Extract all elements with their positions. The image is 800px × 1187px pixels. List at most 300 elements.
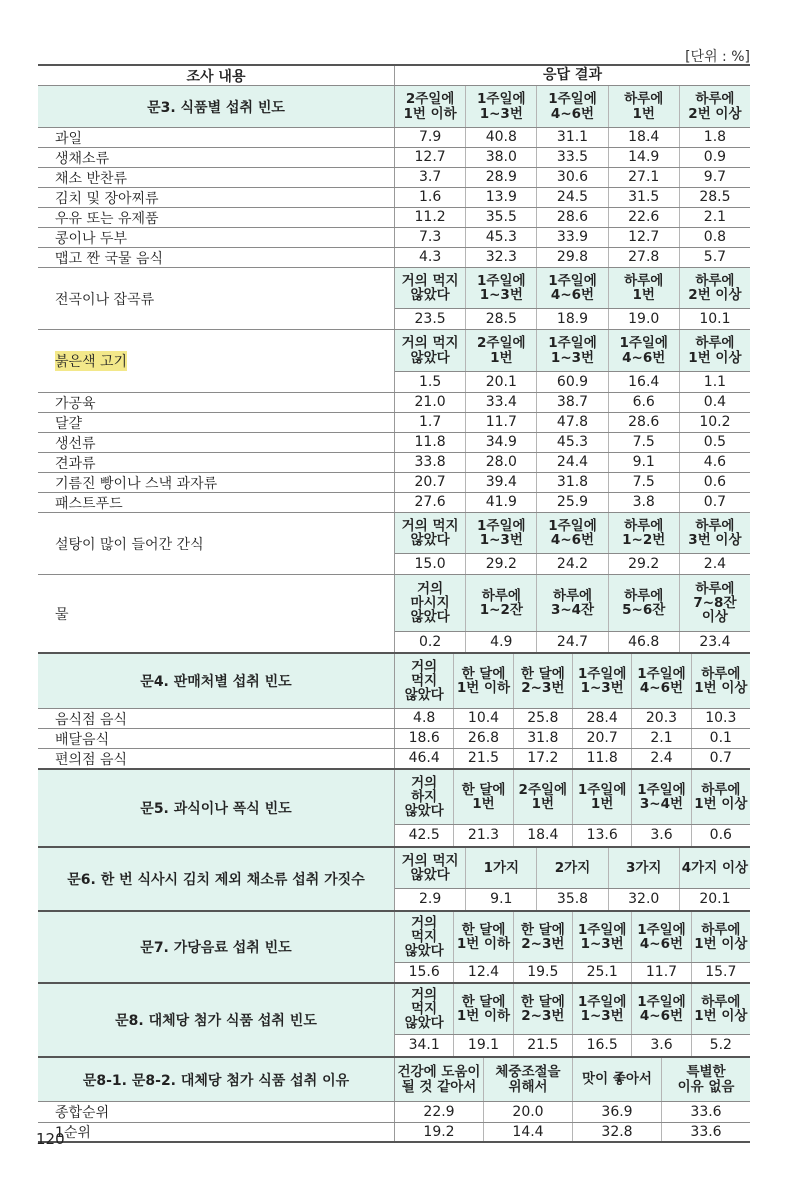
value-cell: 20.7 [572,729,631,748]
header-cell: 체중조절을 위해서 [483,1058,572,1101]
value-cell: 41.9 [465,493,536,512]
value-cell: 27.1 [608,168,679,187]
header-cell: 한 달에 1번 [453,770,512,824]
value-cells [395,1058,750,1101]
header-cell: 1주일에 4~6번 [631,984,690,1034]
value-cells [395,128,750,147]
row-label-text: 붉은색 고기 [55,351,127,371]
value-cell: 28.6 [608,413,679,432]
section-title [38,912,395,982]
value-cell: 0.9 [679,148,750,167]
row-label-text: 견과류 [55,455,96,472]
table-row [38,432,750,452]
value-cell: 31.5 [608,188,679,207]
value-cell: 45.3 [536,433,607,452]
value-cell: 3.6 [631,1035,690,1056]
header-cell: 하루에 1번 이상 [679,330,750,371]
header-cell: 1주일에 4~6번 [631,912,690,962]
row-label-text: 패스트푸드 [55,495,123,512]
value-cell: 4.3 [418,249,442,266]
header-cell: 1주일에 1~3번 [465,513,536,553]
value-cell: 33.9 [536,228,607,247]
table-row [38,147,750,167]
value-cell: 1.8 [679,128,750,147]
header-cell: 거의 먹지 않았다 [395,912,453,962]
row-label [38,228,395,247]
row-label-text: 우유 또는 유제품 [55,210,159,227]
value-cell: 20.3 [631,709,690,728]
value-cells [395,963,750,982]
value-cell: 7.5 [608,473,679,492]
value-cell: 0.7 [691,749,750,768]
value-cells [395,1035,750,1056]
table-row [38,910,750,982]
unit-label: [단위 : %] [685,49,750,65]
value-cell: 5.2 [691,1035,750,1056]
value-cell: 2.1 [631,729,690,748]
header-cell: 하루에 3번 이상 [679,513,750,553]
value-cells [395,168,750,187]
row-label-text: 기름진 빵이나 스낵 과자류 [55,475,218,492]
section-title-text: 문6. 한 번 식사시 김치 제외 채소류 섭취 가짓수 [67,872,365,888]
page-number: 120 [36,1130,65,1148]
row-label [38,66,395,85]
row-label [38,433,395,452]
value-cell: 46.4 [408,750,440,767]
header-cell: 한 달에 2~3번 [513,984,572,1034]
row-label-text: 편의점 음식 [55,751,128,768]
value-cell: 40.8 [465,128,536,147]
value-cell: 18.4 [608,128,679,147]
value-cell: 32.0 [608,889,679,910]
row-label-text: 설탕이 많이 들어간 간식 [55,536,204,553]
row-label [38,709,395,728]
header-cell: 1주일에 4~6번 [536,513,607,553]
header-cell: 하루에 2번 이상 [679,86,750,127]
sub-header-row [395,513,750,553]
value-cell: 2.4 [679,554,750,574]
value-cell: 31.8 [513,729,572,748]
header-cell: 거의 마시지 않았다 [395,575,465,631]
header-cell: 1주일에 1~3번 [572,984,631,1034]
value-cells [395,513,750,553]
value-cell: 13.6 [572,825,631,846]
header-cell: 1주일에 4~6번 [536,86,607,127]
value-cell: 15.0 [414,555,446,572]
header-cell: 1주일에 1~3번 [465,86,536,127]
value-cell: 6.6 [608,393,679,412]
value-cell: 25.9 [536,493,607,512]
sub-header-row [395,912,750,962]
header-cell: 1주일에 1~3번 [572,912,631,962]
value-cell: 15.6 [408,964,440,981]
row-label [38,453,395,472]
value-cell: 21.0 [414,394,446,411]
value-row [395,308,750,329]
value-cell: 3.7 [418,169,442,186]
header-cell: 특별한 이유 없음 [661,1058,750,1101]
header-cell: 한 달에 2~3번 [513,912,572,962]
value-cell: 36.9 [572,1102,661,1122]
header-cell: 거의 하지 않았다 [395,770,453,824]
row-label [38,493,395,512]
sub-header-row [395,848,750,888]
result-header [395,66,750,85]
header-cell: 한 달에 1번 이하 [453,654,512,708]
value-cell: 0.8 [679,228,750,247]
row-label [38,749,395,768]
header-cell: 하루에 1번 이상 [691,912,750,962]
header-cell: 거의 먹지 않았다 [395,330,465,371]
value-cell: 23.4 [679,632,750,652]
row-label-text: 문3. 식품별 섭취 빈도 [147,99,285,116]
value-cells [395,228,750,247]
value-cell: 1.6 [418,189,442,206]
value-cell: 47.8 [536,413,607,432]
value-cell: 2.1 [679,208,750,227]
value-cell: 39.4 [465,473,536,492]
row-label [38,393,395,412]
row-label [38,188,395,207]
row-label-text: 생채소류 [55,150,110,167]
value-cell: 4.6 [679,453,750,472]
section-title [38,984,395,1056]
value-cell: 35.8 [536,889,607,910]
row-label [38,1123,395,1141]
row-label-text: 김치 및 장아찌류 [55,190,159,207]
value-cell: 0.7 [679,493,750,512]
table-row [38,1056,750,1101]
value-cell: 42.5 [408,827,440,844]
table-row [38,64,750,85]
row-label [38,473,395,492]
row-label-text: 문8-1. 문8-2. 대체당 첨가 식품 섭취 이유 [82,1072,350,1089]
value-cell: 32.3 [465,248,536,267]
value-cell: 0.1 [691,729,750,748]
value-cell: 28.6 [536,208,607,227]
value-cell: 33.4 [465,393,536,412]
row-label-text: 음식점 음식 [55,711,128,728]
row-label-text: 종합순위 [55,1105,110,1121]
value-cells [395,453,750,472]
value-cell: 2.9 [418,891,442,908]
header-cell: 거의 먹지 않았다 [395,984,453,1034]
value-cell: 1.1 [679,372,750,392]
value-cell: 33.6 [661,1123,750,1141]
table-row [38,207,750,227]
value-cells [395,86,750,127]
value-cell: 11.8 [572,749,631,768]
value-cell: 10.1 [679,309,750,329]
value-cells [395,709,750,728]
header-cell: 한 달에 2~3번 [513,654,572,708]
header-cell: 1주일에 1번 [572,770,631,824]
value-cell: 3.8 [608,493,679,512]
value-cell: 22.6 [608,208,679,227]
value-block [395,268,750,329]
value-cells [395,1102,750,1122]
value-cell: 46.8 [608,632,679,652]
value-cell: 13.9 [465,188,536,207]
value-cells [395,575,750,631]
table-row [38,574,750,652]
value-cell: 0.6 [691,825,750,846]
value-cells [395,372,750,392]
value-cell: 10.4 [453,709,512,728]
value-cell: 11.8 [414,434,446,451]
value-cell: 23.5 [414,310,446,327]
table-row [38,127,750,147]
table-row [38,187,750,207]
row-label [38,654,395,708]
value-cells [395,912,750,962]
table-row [38,85,750,127]
header-cell: 맛이 좋아서 [572,1058,661,1101]
row-label-text: 1순위 [55,1125,91,1141]
row-label [38,513,395,574]
table-row [38,267,750,329]
row-label [38,86,395,127]
header-cell: 하루에 1번 [608,86,679,127]
value-cell: 10.2 [679,413,750,432]
section-title [38,770,395,846]
header-cell: 한 달에 1번 이하 [453,912,512,962]
value-cell: 2.4 [631,749,690,768]
value-cell: 10.3 [691,709,750,728]
header-cell: 1가지 [465,848,536,888]
value-block [395,912,750,982]
table-row [38,982,750,1056]
value-cell: 27.6 [414,494,446,511]
row-label [38,729,395,748]
row-label-text: 가공육 [55,395,96,412]
header-cell: 1주일에 1~3번 [572,654,631,708]
value-cells [395,984,750,1034]
row-label-text: 콩이나 두부 [55,230,128,247]
value-cell: 1.7 [418,414,442,431]
value-cell: 16.5 [572,1035,631,1056]
header-cell: 하루에 2번 이상 [679,268,750,308]
value-block [395,848,750,910]
value-cell: 11.2 [414,209,446,226]
value-cell: 22.9 [423,1103,455,1120]
value-cell: 27.8 [608,248,679,267]
value-cell: 0.2 [418,633,442,650]
table-row [38,846,750,910]
header-cell: 건강에 도움이 될 것 같아서 [395,1058,483,1101]
table-row [38,247,750,267]
header-cell: 1주일에 4~6번 [608,330,679,371]
value-cell: 21.5 [513,1035,572,1056]
row-label [38,208,395,227]
value-cell: 24.5 [536,188,607,207]
value-cell: 19.5 [513,963,572,982]
row-label-text: 문4. 판매처별 섭취 빈도 [140,674,292,690]
sub-header-row [395,268,750,308]
table-row [38,472,750,492]
table-row [38,1122,750,1143]
value-cells [395,433,750,452]
row-label [38,330,395,392]
value-cells [395,749,750,768]
value-row [395,631,750,652]
value-cell: 28.5 [465,309,536,329]
value-row [395,824,750,846]
value-row [395,1034,750,1056]
value-cell: 26.8 [453,729,512,748]
table-row [38,167,750,187]
value-cell: 60.9 [536,372,607,392]
value-cell: 16.4 [608,372,679,392]
row-label-text: 과일 [55,130,83,147]
sub-header-row [395,575,750,631]
header-cell: 1주일에 1~3번 [536,330,607,371]
header-cell: 하루에 1번 이상 [691,984,750,1034]
value-cell: 30.6 [536,168,607,187]
value-cell: 20.1 [679,889,750,910]
value-cell: 9.7 [679,168,750,187]
value-row [395,553,750,574]
value-cell: 29.2 [465,554,536,574]
value-cell: 29.2 [608,554,679,574]
header-cell: 1주일에 3~4번 [631,770,690,824]
value-cells [395,208,750,227]
value-cells [395,889,750,910]
value-cells [395,554,750,574]
value-cell: 7.5 [608,433,679,452]
value-cells [395,729,750,748]
value-cell: 7.9 [418,129,442,146]
value-cell: 45.3 [465,228,536,247]
sub-header-row [395,770,750,824]
value-cell: 29.8 [536,248,607,267]
value-cell: 28.9 [465,168,536,187]
row-label [38,575,395,652]
row-label-text: 생선류 [55,435,96,452]
value-cell: 14.4 [483,1123,572,1141]
value-row [395,371,750,392]
value-cells [395,268,750,308]
row-label-text: 전곡이나 잡곡류 [55,291,155,308]
table-row [38,708,750,728]
header-cell: 거의 먹지 않았다 [395,268,465,308]
value-block [395,770,750,846]
value-cell: 20.1 [465,372,536,392]
value-cell: 4.9 [465,632,536,652]
value-cell: 19.1 [453,1035,512,1056]
value-cells [395,632,750,652]
row-label [38,248,395,267]
value-cell: 28.5 [679,188,750,207]
value-block [395,513,750,574]
value-row [395,888,750,910]
table-row [38,652,750,708]
row-label [38,413,395,432]
sub-header-row [395,330,750,371]
value-cell: 5.7 [679,248,750,267]
value-cell: 24.2 [536,554,607,574]
header-cell: 한 달에 1번 이하 [453,984,512,1034]
header-cell: 2주일에 1번 [513,770,572,824]
value-cell: 12.4 [453,963,512,982]
header-cell: 거의 먹지 않았다 [395,513,465,553]
value-cell: 19.0 [608,309,679,329]
value-cell: 21.3 [453,825,512,846]
value-cells [395,413,750,432]
value-cell: 35.5 [465,208,536,227]
value-cell: 20.0 [483,1102,572,1122]
value-cell: 11.7 [631,963,690,982]
result-header-cell: 응답 결과 [543,67,602,84]
value-cell: 34.9 [465,433,536,452]
header-cell: 4가지 이상 [679,848,750,888]
value-cell: 11.7 [465,413,536,432]
value-cell: 3.6 [631,825,690,846]
value-cell: 38.7 [536,393,607,412]
table-row [38,329,750,392]
value-cell: 9.1 [465,889,536,910]
row-label [38,268,395,329]
value-cells [395,493,750,512]
value-cell: 33.5 [536,148,607,167]
value-cell: 24.4 [536,453,607,472]
value-cell: 18.4 [513,825,572,846]
value-block [395,984,750,1056]
value-cell: 4.8 [413,710,436,727]
header-cell: 하루에 5~6잔 [608,575,679,631]
section-title [38,848,395,910]
value-cells [395,848,750,888]
row-label-text: 물 [55,606,69,623]
table-row [38,412,750,432]
header-cell: 하루에 1~2잔 [465,575,536,631]
header-cell: 하루에 1~2번 [608,513,679,553]
section-title-text: 문7. 가당음료 섭취 빈도 [140,940,292,956]
header-cell: 2주일에 1번 이하 [395,86,465,127]
value-cell: 25.8 [513,709,572,728]
value-cell: 32.8 [572,1123,661,1141]
value-cell: 12.7 [414,149,446,166]
value-row [395,962,750,982]
value-cell: 31.1 [536,128,607,147]
value-cell: 21.5 [453,749,512,768]
row-label [38,1058,395,1101]
header-cell: 1주일에 1~3번 [465,268,536,308]
value-cell: 33.8 [414,454,446,471]
value-cell: 1.5 [418,373,442,390]
value-cell: 0.4 [679,393,750,412]
value-cell: 24.7 [536,632,607,652]
value-cells [395,1123,750,1141]
header-cell: 하루에 1번 [608,268,679,308]
value-cell: 28.4 [572,709,631,728]
value-cell: 18.6 [408,730,440,747]
row-label [38,1102,395,1122]
value-cells [395,770,750,824]
header-cell: 2주일에 1번 [465,330,536,371]
survey-table [38,64,750,1143]
header-cell: 하루에 3~4잔 [536,575,607,631]
table-row [38,728,750,748]
value-cell: 15.7 [691,963,750,982]
value-cells [395,248,750,267]
row-label-text: 채소 반찬류 [55,170,128,187]
row-label-text: 배달음식 [55,731,110,748]
header-cell: 거의 먹지 않았다 [395,848,465,888]
value-cell: 9.1 [608,453,679,472]
section-title-text: 문8. 대체당 첨가 식품 섭취 빈도 [115,1013,317,1029]
value-cells [395,825,750,846]
